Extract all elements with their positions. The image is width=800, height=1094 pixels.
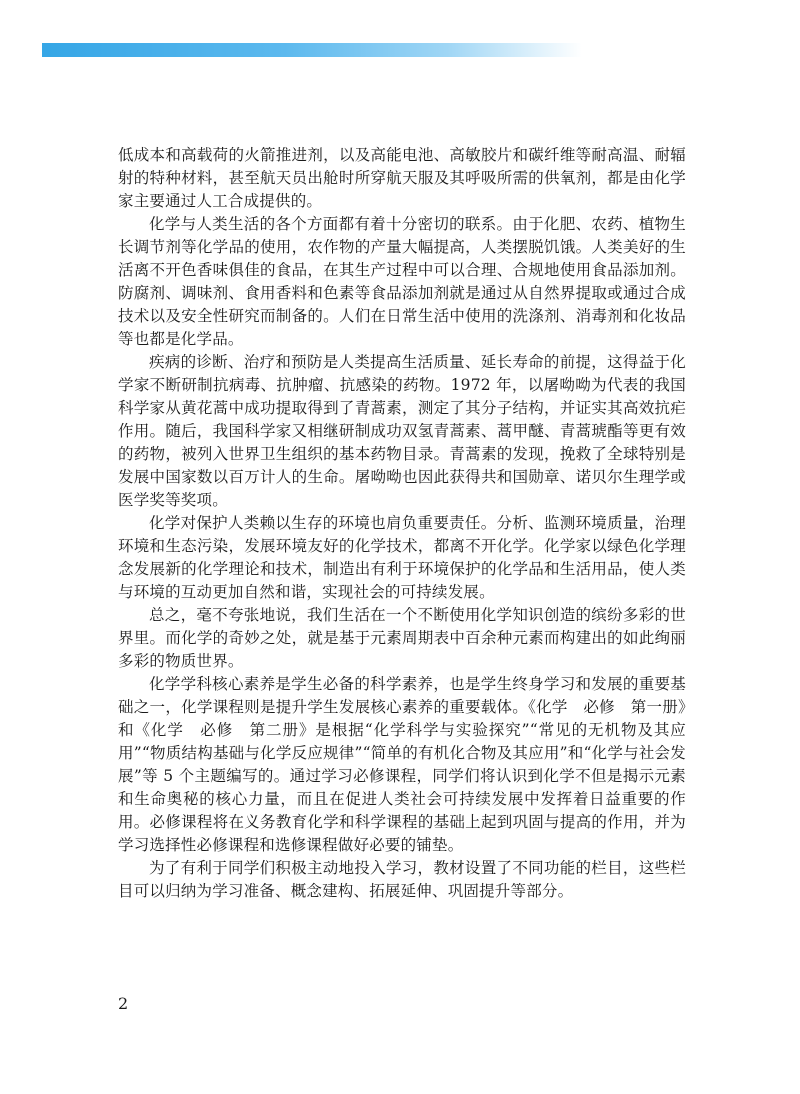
- header-color-bar: [42, 43, 582, 57]
- page-number: 2: [118, 994, 129, 1013]
- paragraph-4: 化学对保护人类赖以生存的环境也肩负重要责任。分析、监测环境质量，治理环境和生态污染，发展环境友好的化学技术，都离不开化学。化学家以绿色化学理念发展新的化学理论和技术，制造出有利于环境保护的化学品和生活用品，使人类与环境的互动更加自然和谐，实现社会的可持续发展。: [118, 514, 686, 601]
- paragraph-2: 化学与人类生活的各个方面都有着十分密切的联系。由于化肥、农药、植物生长调节剂等化学品的使用，农作物的产量大幅提高，人类摆脱饥饿。人类美好的生活离不开色香味俱佳的食品，在其生产过程中可以合理、合规地使用食品添加剂。防腐剂、调味剂、食用香料和色素等食品添加剂就是通过从自然界提取或通过合成技术以及安全性研究而制备的。人们在日常生活中使用的洗涤剂、消毒剂和化妆品等也都是化学品。: [118, 215, 686, 348]
- paragraph-1: 低成本和高载荷的火箭推进剂，以及高能电池、高敏胶片和碳纤维等耐高温、耐辐射的特种材料，甚至航天员出舱时所穿航天服及其呼吸所需的供氧剂，都是由化学家主要通过人工合成提供的。: [118, 146, 686, 210]
- paragraph-7: 为了有利于同学们积极主动地投入学习，教材设置了不同功能的栏目，这些栏目可以归纳为学习准备、概念建构、拓展延伸、巩固提升等部分。: [118, 859, 686, 900]
- paragraph-6: 化学学科核心素养是学生必备的科学素养，也是学生终身学习和发展的重要基础之一，化学课程则是提升学生发展核心素养的重要载体。《化学 必修 第一册》和《化学 必修 第二册》是根据“化学科学与实验探究”“常见的无机物及其应用”“物质结构基础与化学反应规律”“简单的有机化合物及其应用”和“化学与社会发展”等 5 个主题编写的。通过学习必修课程，同学们将认识到化学不但是揭示元素和生命奥秘的核心力量，而且在促进人类社会可持续发展中发挥着日益重要的作用。必修课程将在义务教育化学和科学课程的基础上起到巩固与提高的作用，并为学习选择性必修课程和选修课程做好必要的铺垫。: [118, 675, 686, 854]
- main-text: [118, 144, 686, 903]
- paragraph-5: 总之，毫不夸张地说，我们生活在一个不断使用化学知识创造的缤纷多彩的世界里。而化学的奇妙之处，就是基于元素周期表中百余种元素而构建出的如此绚丽多彩的物质世界。: [118, 606, 686, 670]
- paragraph-3: 疾病的诊断、治疗和预防是人类提高生活质量、延长寿命的前提，这得益于化学家不断研制抗病毒、抗肿瘤、抗感染的药物。1972 年，以屠呦呦为代表的我国科学家从黄花蒿中成功提取得到了青蒿素，测定了其分子结构，并证实其高效抗疟作用。随后，我国科学家又相继研制成功双氢青蒿素、蒿甲醚、青蒿琥酯等更有效的药物，被列入世界卫生组织的基本药物目录。青蒿素的发现，挽救了全球特别是发展中国家数以百万计人的生命。屠呦呦也因此获得共和国勋章、诺贝尔生理学或医学奖等奖项。: [118, 353, 686, 509]
